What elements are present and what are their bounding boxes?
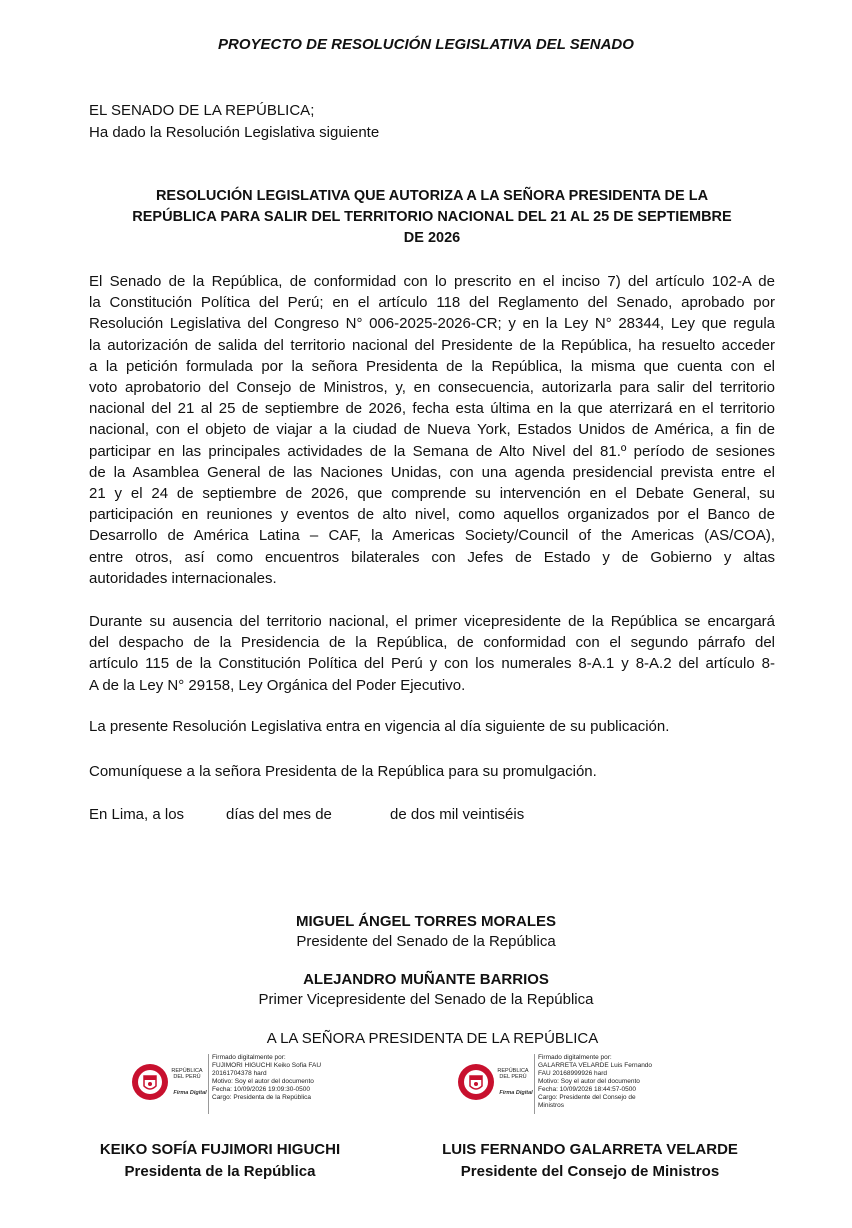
date-line (89, 804, 775, 825)
text-line: Durante su ausencia del territorio nacional, el primer vicepresidente de la República se encargará (89, 613, 775, 630)
text-line: entre otros, así como encuentros bilaterales con Jefes de Estado y de Gobierno y altas (89, 548, 775, 566)
signature-president (80, 1139, 360, 1183)
title-line: REPÚBLICA PARA SALIR DEL TERRITORIO NACIONAL DEL 21 AL 25 DE SEPTIEMBRE (132, 209, 732, 225)
digital-signature-stamp (456, 1054, 696, 1124)
text-line: del despacho de la Presidencia de la República, de conformidad con el segundo párrafo del (89, 634, 775, 652)
firma-digital-label: Firma Digital (499, 1090, 533, 1096)
signatory-name: LUIS FERNANDO GALARRETA VELARDE (442, 1141, 738, 1158)
stamp-line: Fecha: 10/09/2026 18:44:57-0500 (538, 1086, 636, 1093)
peru-seal-icon (130, 1062, 170, 1102)
seal-caption-line: DEL PERÚ (499, 1074, 527, 1080)
title-line: DE 2026 (403, 230, 461, 246)
date-part: de dos mil veintiséis (390, 806, 525, 823)
signatory-name: KEIKO SOFÍA FUJIMORI HIGUCHI (99, 1141, 341, 1158)
stamp-line: Motivo: Soy el autor del documento (212, 1078, 314, 1085)
stamp-line: Motivo: Soy el autor del documento (538, 1078, 640, 1085)
stamp-line: Cargo: Presidenta de la República (212, 1094, 312, 1101)
signatory-role: Presidenta de la República (124, 1163, 316, 1180)
stamp-divider (534, 1054, 535, 1114)
text-line: A de la Ley N° 29158, Ley Orgánica del Poder Ejecutivo. (89, 676, 466, 694)
resolution-title (89, 186, 775, 249)
signatory-name: MIGUEL ÁNGEL TORRES MORALES (295, 913, 557, 930)
document-header: PROYECTO DE RESOLUCIÓN LEGISLATIVA DEL SENADO (218, 36, 634, 53)
intro-line: EL SENADO DE LA REPÚBLICA; (89, 102, 315, 119)
text-line: a la petición formulada por la señora Presidenta de la República, la misma que cuenta con el (89, 357, 775, 375)
stamp-divider (208, 1054, 209, 1114)
signature-senate-vicepresident (0, 970, 852, 1010)
signature-council-president (420, 1139, 760, 1183)
stamp-line: FAU 20168999926 hard (538, 1070, 608, 1077)
stamp-line: FUJIMORI HIGUCHI Keiko Sofia FAU (212, 1062, 322, 1069)
stamp-line: Cargo: Presidente del Consejo de (538, 1094, 636, 1101)
signatory-role: Primer Vicepresidente del Senado de la República (258, 991, 594, 1008)
text-line: la autorización de salida del territorio nacional del Presidente de la República, ha resuelto acceder (89, 336, 775, 354)
text-line: 21 y el 24 de septiembre de 2026, que comprende su intervención en el Debate General, su (89, 485, 775, 503)
seal-caption (496, 1068, 530, 1080)
signature-senate-president (0, 912, 852, 952)
text-line: artículo 115 de la Constitución Política del Perú y con los numerales 8-A.1 y 8-A.2 del artículo 8- (89, 655, 775, 673)
seal-caption-line: DEL PERÚ (173, 1074, 201, 1080)
stamp-line: Firmado digitalmente por: (212, 1054, 286, 1061)
text-line: Resolución Legislativa del Congreso N° 006-2025-2026-CR; y en la Ley N° 28344, Ley que regula (89, 315, 775, 333)
stamp-details (212, 1054, 321, 1102)
date-part: En Lima, a los (89, 806, 185, 823)
firma-digital-label: Firma Digital (173, 1090, 207, 1096)
title-line: RESOLUCIÓN LEGISLATIVA QUE AUTORIZA A LA SEÑORA PRESIDENTA DE LA (155, 188, 709, 204)
text-line: la Constitución Política del Perú; en el artículo 118 del Reglamento del Senado, aprobado por (89, 294, 775, 312)
text-line: Desarrollo de América Latina – CAF, la Americas Society/Council of the Americas (AS/COA), (89, 527, 775, 545)
text-line: nacional del 21 al 25 de septiembre de 2026, fecha esta última en la que aterrizará en el territorio (89, 400, 775, 418)
text-line: de la Asamblea General de las Naciones Unidas, con una agenda presidencial prevista entre el (89, 463, 775, 481)
paragraph-authorization (89, 271, 775, 589)
paragraph-absence (89, 611, 775, 696)
digital-signature-stamp (130, 1054, 370, 1124)
stamp-line: Fecha: 10/09/2026 19:09:30-0500 (212, 1086, 310, 1093)
stamp-line: GALARRETA VELARDE Luis Fernando (538, 1062, 653, 1069)
intro-line: Ha dado la Resolución Legislativa siguiente (89, 124, 380, 141)
intro-block (89, 100, 379, 144)
stamp-line: 20161704378 hard (212, 1070, 267, 1077)
text-line: nacional, con el objeto de viajar a la ciudad de Nueva York, Estados Unidos de América, a fin de (89, 421, 775, 439)
paragraph-comuniquese: Comuníquese a la señora Presidenta de la República para su promulgación. (89, 763, 597, 780)
stamp-line: Ministros (538, 1102, 565, 1109)
seal-caption-line: REPÚBLICA (171, 1068, 203, 1074)
text-line: participar en las principales actividades de la Semana de Alto Nivel del 81.º período de sesiones (89, 442, 775, 460)
addressee-line: A LA SEÑORA PRESIDENTA DE LA REPÚBLICA (266, 1030, 599, 1047)
paragraph-vigencia: La presente Resolución Legislativa entra en vigencia al día siguiente de su publicación. (89, 718, 670, 735)
signatory-role: Presidente del Senado de la República (296, 933, 556, 950)
stamp-details (538, 1054, 652, 1110)
text-line: voto aprobatorio del Consejo de Ministros, y, en consecuencia, autorizarla para salir del territorio (89, 379, 775, 397)
signatory-name: ALEJANDRO MUÑANTE BARRIOS (303, 971, 549, 988)
seal-caption (170, 1068, 204, 1080)
stamp-line: Firmado digitalmente por: (538, 1054, 612, 1061)
date-part: días del mes de (226, 806, 332, 823)
seal-caption-line: REPÚBLICA (497, 1068, 529, 1074)
text-line: autoridades internacionales. (89, 569, 277, 587)
signatory-role: Presidente del Consejo de Ministros (460, 1163, 720, 1180)
peru-seal-icon (456, 1062, 496, 1102)
text-line: participación en reuniones y eventos de alto nivel, como aquellos organizados por el Banco de (89, 506, 775, 524)
text-line: El Senado de la República, de conformidad con lo prescrito en el inciso 7) del artículo 102-A de (89, 273, 775, 290)
